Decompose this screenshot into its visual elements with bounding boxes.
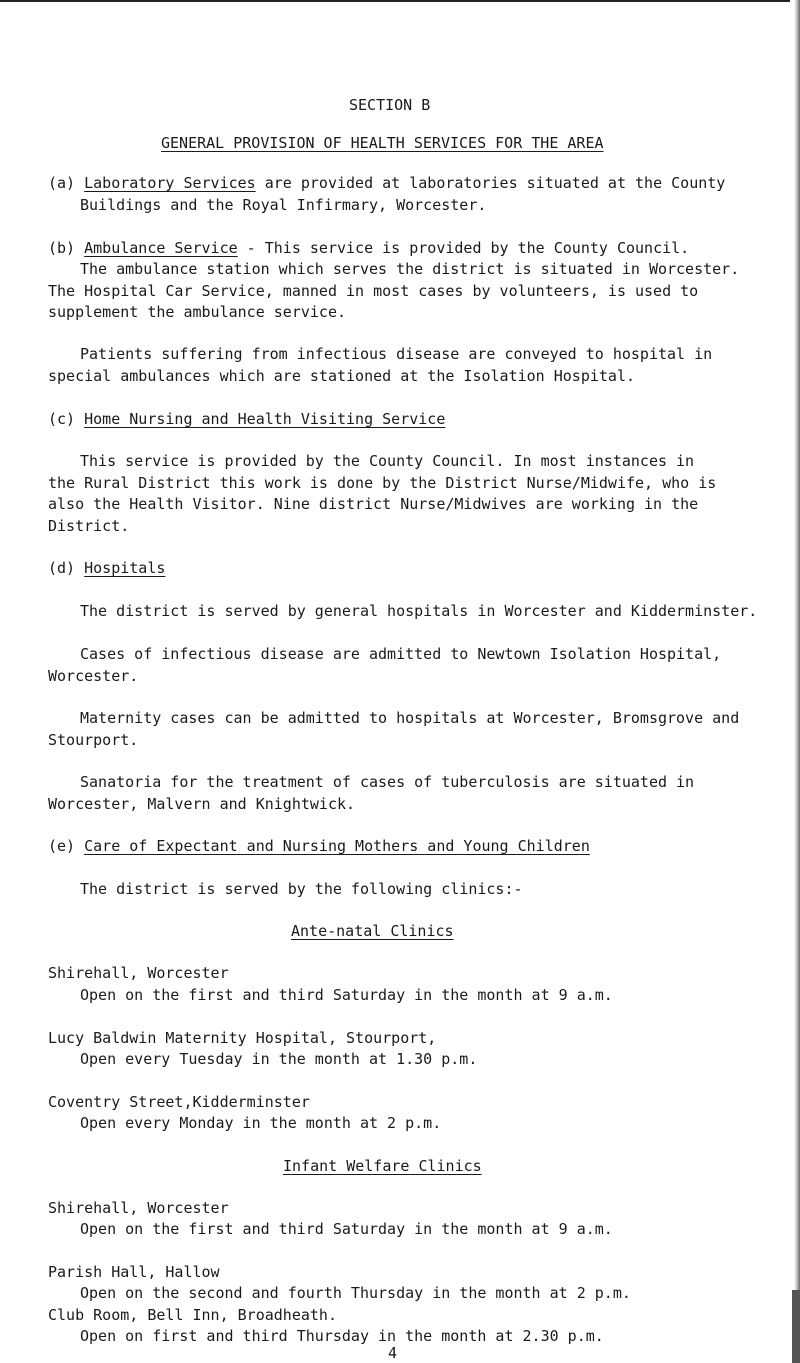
section-a-text: are provided at laboratories situated at the County	[255, 174, 726, 192]
antenatal-place: Coventry Street,Kidderminster	[48, 1093, 310, 1111]
section-b-marker: (b)	[48, 239, 76, 257]
section-c-line2: the Rural District this work is done by the District Nurse/Midwife, who is	[48, 474, 717, 492]
infant-place: Shirehall, Worcester	[48, 1199, 229, 1217]
section-d-p4-line2: Worcester, Malvern and Knightwick.	[48, 795, 356, 813]
section-d-p4-line1: Sanatoria for the treatment of cases of tuberculosis are situated in	[80, 773, 695, 791]
section-e-title: Care of Expectant and Nursing Mothers and Young Children	[84, 837, 590, 855]
section-b-text: - This service is provided by the County Council.	[237, 239, 690, 257]
infant-times: Open on the second and fourth Thursday in the month at 2 p.m.	[80, 1284, 631, 1302]
section-d-p3-line1: Maternity cases can be admitted to hospitals at Worcester, Bromsgrove and	[80, 709, 740, 727]
section-c-line3: also the Health Visitor. Nine district Nurse/Midwives are working in the	[48, 495, 699, 513]
section-b-line1	[48, 239, 689, 258]
section-e-marker: (e)	[48, 837, 76, 855]
scan-right-edge	[794, 0, 800, 1363]
antenatal-place: Shirehall, Worcester	[48, 964, 229, 982]
section-c-title: Home Nursing and Health Visiting Service	[84, 410, 446, 428]
section-d-marker: (d)	[48, 559, 76, 577]
infant-place: Club Room, Bell Inn, Broadheath.	[48, 1306, 337, 1324]
section-d-p3-line2: Stourport.	[48, 731, 139, 749]
section-e-intro: The district is served by the following clinics:-	[80, 880, 523, 898]
section-a-line1	[48, 174, 725, 193]
antenatal-times: Open every Monday in the month at 2 p.m.	[80, 1114, 442, 1132]
section-c-line1: This service is provided by the County Council. In most instances in	[80, 452, 695, 470]
antenatal-heading: Ante-natal Clinics	[291, 922, 454, 940]
section-b-line4: supplement the ambulance service.	[48, 303, 347, 321]
section-title: SECTION B	[349, 96, 431, 114]
section-b-title: Ambulance Service	[84, 239, 238, 257]
section-b-p2-line2: special ambulances which are stationed at the Isolation Hospital.	[48, 367, 635, 385]
infant-times: Open on the first and third Saturday in the month at 9 a.m.	[80, 1220, 613, 1238]
infant-place: Parish Hall, Hallow	[48, 1263, 220, 1281]
infant-welfare-heading: Infant Welfare Clinics	[283, 1157, 482, 1175]
section-d-header	[48, 559, 165, 578]
antenatal-times: Open every Tuesday in the month at 1.30 p.m.	[80, 1050, 478, 1068]
section-d-p1: The district is served by general hospitals in Worcester and Kidderminster.	[80, 602, 758, 620]
antenatal-times: Open on the first and third Saturday in the month at 9 a.m.	[80, 986, 613, 1004]
scan-top-edge	[0, 0, 790, 2]
section-e-header	[48, 837, 590, 856]
section-a-line2: Buildings and the Royal Infirmary, Worcester.	[80, 196, 487, 214]
section-b-line3: The Hospital Car Service, manned in most cases by volunteers, is used to	[48, 282, 699, 300]
page-number: 4	[388, 1344, 398, 1362]
section-d-p2-line2: Worcester.	[48, 667, 139, 685]
antenatal-place: Lucy Baldwin Maternity Hospital, Stourport,	[48, 1029, 437, 1047]
section-c-line4: District.	[48, 517, 130, 535]
infant-times: Open on first and third Thursday in the month at 2.30 p.m.	[80, 1327, 604, 1345]
section-b-p2-line1: Patients suffering from infectious disease are conveyed to hospital in	[80, 345, 713, 363]
scan-binding-shadow	[792, 1290, 800, 1363]
section-c-header	[48, 410, 445, 429]
section-a-title: Laboratory Services	[84, 174, 256, 192]
section-a-marker: (a)	[48, 174, 76, 192]
page-heading: GENERAL PROVISION OF HEALTH SERVICES FOR THE AREA	[161, 134, 604, 152]
section-c-marker: (c)	[48, 410, 76, 428]
section-b-line2: The ambulance station which serves the district is situated in Worcester.	[80, 260, 740, 278]
section-d-p2-line1: Cases of infectious disease are admitted to Newtown Isolation Hospital,	[80, 645, 722, 663]
section-d-title: Hospitals	[84, 559, 166, 577]
